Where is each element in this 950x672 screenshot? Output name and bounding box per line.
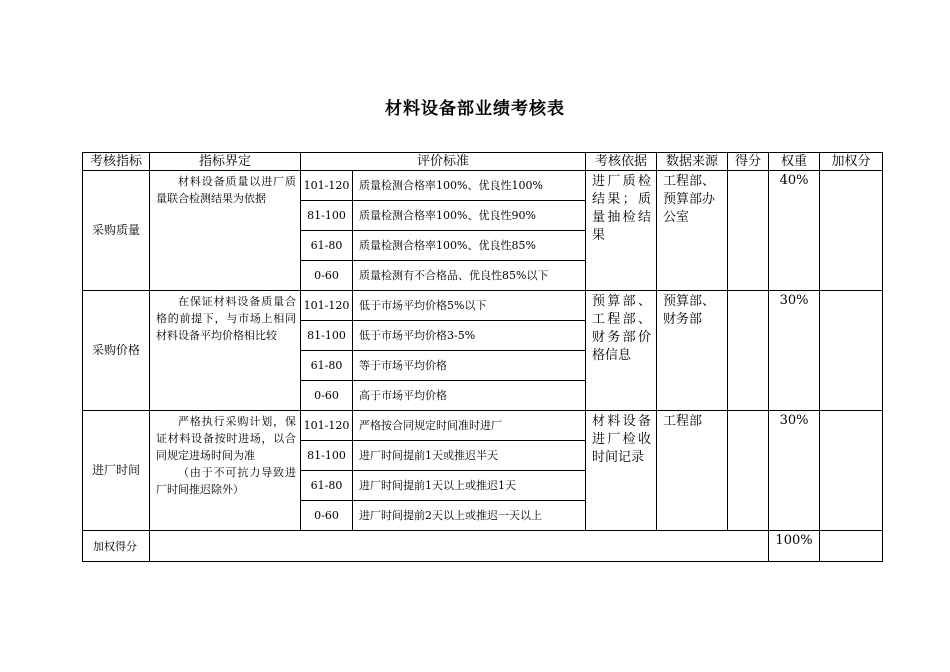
standard-cell: 进厂时间提前2天以上或推迟一天以上 — [353, 501, 586, 531]
score-cell — [728, 291, 769, 411]
score-cell — [728, 171, 769, 291]
header-indicator: 考核指标 — [83, 153, 150, 171]
header-basis: 考核依据 — [586, 153, 657, 171]
range-cell: 0-60 — [301, 261, 353, 291]
definition-cell — [150, 411, 301, 531]
header-weighted: 加权分 — [820, 153, 883, 171]
header-source: 数据来源 — [657, 153, 728, 171]
indicator-cell: 采购质量 — [83, 171, 150, 291]
standard-cell: 质量检测有不合格品、优良性85%以下 — [353, 261, 586, 291]
header-row — [83, 153, 883, 171]
standard-cell: 质量检测合格率100%、优良性100% — [353, 171, 586, 201]
weighted-cell — [820, 291, 883, 411]
range-cell: 0-60 — [301, 381, 353, 411]
source-cell: 工程部 — [657, 411, 728, 531]
weighted-cell — [820, 171, 883, 291]
total-label: 加权得分 — [83, 531, 150, 562]
range-cell: 0-60 — [301, 501, 353, 531]
weighted-cell — [820, 411, 883, 531]
header-weight: 权重 — [769, 153, 820, 171]
definition-text: 在保证材料设备质量合格的前提下，与市场上相同材料设备平均价格相比较 — [156, 295, 296, 342]
basis-cell: 预算部、工程部、财务部价格信息 — [586, 291, 657, 411]
range-cell: 81-100 — [301, 201, 353, 231]
total-weighted-cell — [820, 531, 883, 562]
definition-text: 材料设备质量以进厂质量联合检测结果为依据 — [156, 175, 296, 205]
page-title: 材料设备部业绩考核表 — [385, 99, 565, 119]
table-row — [83, 411, 883, 441]
total-weight-cell: 100% — [769, 531, 820, 562]
standard-cell: 质量检测合格率100%、优良性90% — [353, 201, 586, 231]
basis-cell: 进厂质检结果；质量抽检结果 — [586, 171, 657, 291]
weight-cell: 40% — [769, 171, 820, 291]
indicator-cell: 进厂时间 — [83, 411, 150, 531]
range-cell: 81-100 — [301, 441, 353, 471]
range-cell: 101-120 — [301, 171, 353, 201]
range-cell: 101-120 — [301, 291, 353, 321]
standard-cell: 进厂时间提前1天或推迟半天 — [353, 441, 586, 471]
standard-cell: 高于市场平均价格 — [353, 381, 586, 411]
standard-cell: 进厂时间提前1天以上或推迟1天 — [353, 471, 586, 501]
range-cell: 101-120 — [301, 411, 353, 441]
weight-cell: 30% — [769, 291, 820, 411]
definition-note: （由于不可抗力导致进厂时间推迟除外） — [156, 466, 296, 496]
appraisal-table — [82, 152, 883, 562]
range-cell: 61-80 — [301, 231, 353, 261]
basis-cell: 材料设备进厂检收时间记录 — [586, 411, 657, 531]
total-row — [83, 531, 883, 562]
range-cell: 61-80 — [301, 351, 353, 381]
source-cell: 预算部、财务部 — [657, 291, 728, 411]
source-cell: 工程部、预算部办公室 — [657, 171, 728, 291]
score-cell — [728, 411, 769, 531]
header-score: 得分 — [728, 153, 769, 171]
table-row — [83, 291, 883, 321]
definition-cell — [150, 171, 301, 291]
range-cell: 81-100 — [301, 321, 353, 351]
range-cell: 61-80 — [301, 471, 353, 501]
header-definition: 指标界定 — [150, 153, 301, 171]
standard-cell: 等于市场平均价格 — [353, 351, 586, 381]
definition-cell — [150, 291, 301, 411]
header-standard: 评价标准 — [301, 153, 586, 171]
standard-cell: 低于市场平均价格3-5% — [353, 321, 586, 351]
indicator-cell: 采购价格 — [83, 291, 150, 411]
definition-text: 严格执行采购计划，保证材料设备按时进场，以合同规定进场时间为准 — [156, 415, 296, 462]
table-row — [83, 171, 883, 201]
standard-cell: 严格按合同规定时间准时进厂 — [353, 411, 586, 441]
weight-cell: 30% — [769, 411, 820, 531]
standard-cell: 低于市场平均价格5%以下 — [353, 291, 586, 321]
standard-cell: 质量检测合格率100%、优良性85% — [353, 231, 586, 261]
total-blank-cell — [150, 531, 769, 562]
